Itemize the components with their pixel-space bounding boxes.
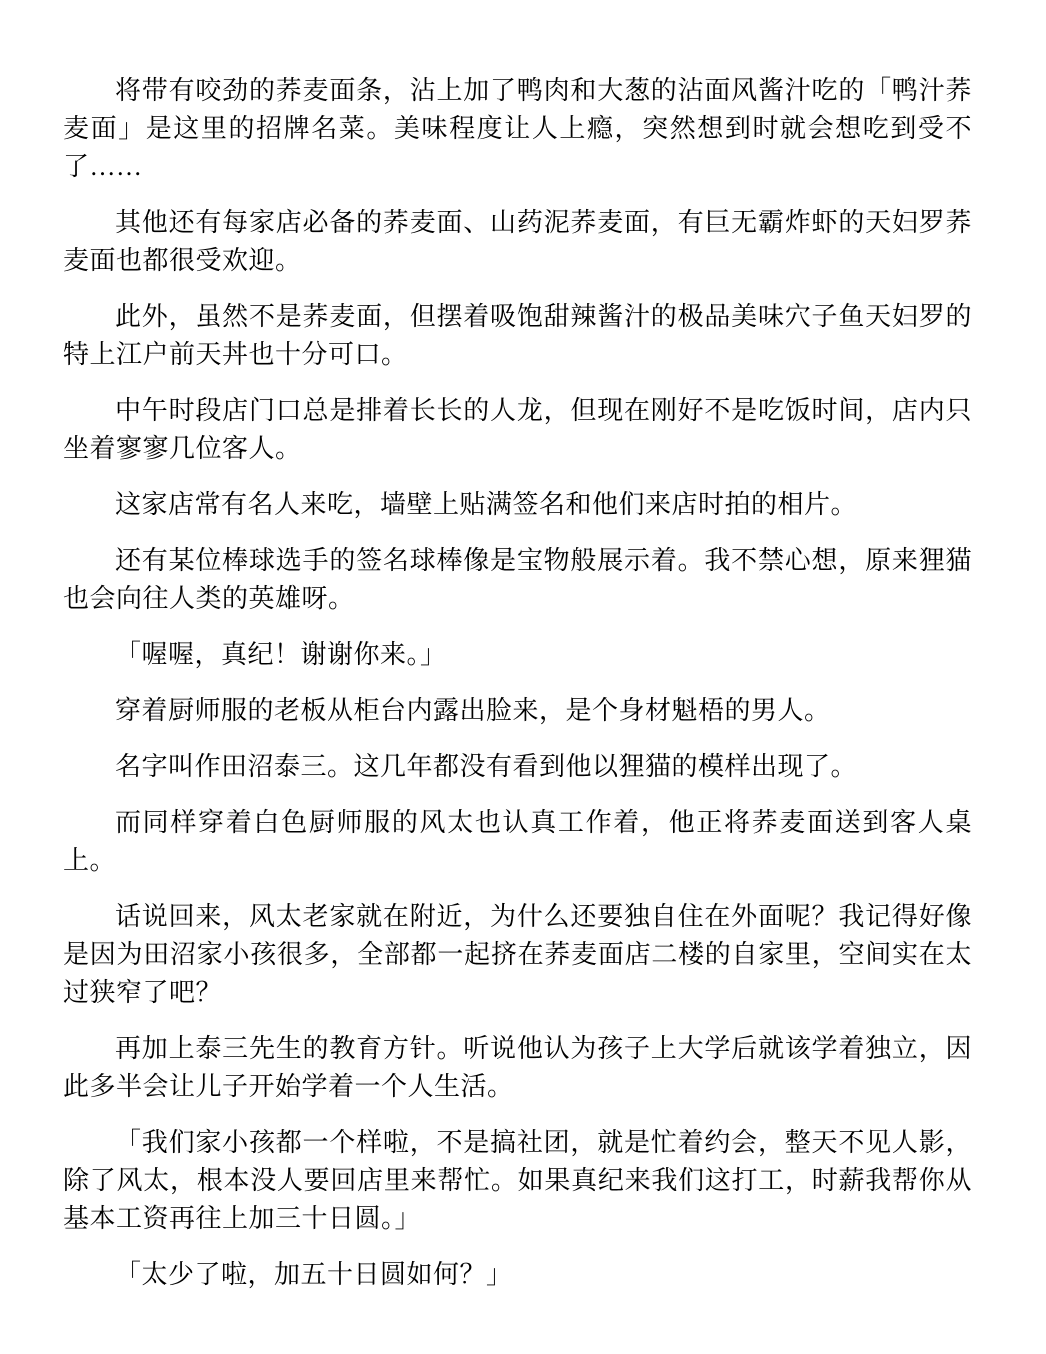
paragraph-13: 「我们家小孩都一个样啦，不是搞社团，就是忙着约会，整天不见人影，除了风太，根本没人要回店里来帮忙。如果真纪来我们这打工，时薪我帮你从基本工资再往上加三十日圆。」 (63, 1128, 972, 1233)
paragraph-10: 而同样穿着白色厨师服的风太也认真工作着，他正将荞麦面送到客人桌上。 (63, 808, 972, 875)
paragraph-4: 中午时段店门口总是排着长长的人龙，但现在刚好不是吃饭时间，店内只坐着寥寥几位客人。 (63, 396, 972, 463)
paragraph-7: 「喔喔，真纪！谢谢你来。」 (115, 640, 447, 669)
paragraph-9: 名字叫作田沼泰三。这几年都没有看到他以狸猫的模样出现了。 (115, 752, 858, 781)
paragraph-11: 话说回来，风太老家就在附近，为什么还要独自住在外面呢？我记得好像是因为田沼家小孩很多，全部都一起挤在荞麦面店二楼的自家里，空间实在太过狭窄了吧？ (63, 902, 972, 1007)
paragraph-8: 穿着厨师服的老板从柜台内露出脸来，是个身材魁梧的男人。 (115, 696, 831, 725)
paragraph-14: 「太少了啦，加五十日圆如何？」 (115, 1260, 513, 1289)
paragraph-5: 这家店常有名人来吃，墙壁上贴满签名和他们来店时拍的相片。 (115, 490, 858, 519)
paragraph-6: 还有某位棒球选手的签名球棒像是宝物般展示着。我不禁心想，原来狸猫也会向往人类的英雄呀。 (63, 546, 972, 613)
paragraph-3: 此外，虽然不是荞麦面，但摆着吸饱甜辣酱汁的极品美味穴子鱼天妇罗的特上江户前天丼也十分可口。 (63, 302, 972, 369)
paragraph-12: 再加上泰三先生的教育方针。听说他认为孩子上大学后就该学着独立，因此多半会让儿子开始学着一个人生活。 (63, 1034, 972, 1101)
paragraph-2: 其他还有每家店必备的荞麦面、山药泥荞麦面，有巨无霸炸虾的天妇罗荞麦面也都很受欢迎。 (63, 208, 972, 275)
paragraph-1: 将带有咬劲的荞麦面条，沾上加了鸭肉和大葱的沾面风酱汁吃的「鸭汁荞麦面」是这里的招牌名菜。美味程度让人上瘾，突然想到时就会想吃到受不了…… (63, 76, 972, 181)
